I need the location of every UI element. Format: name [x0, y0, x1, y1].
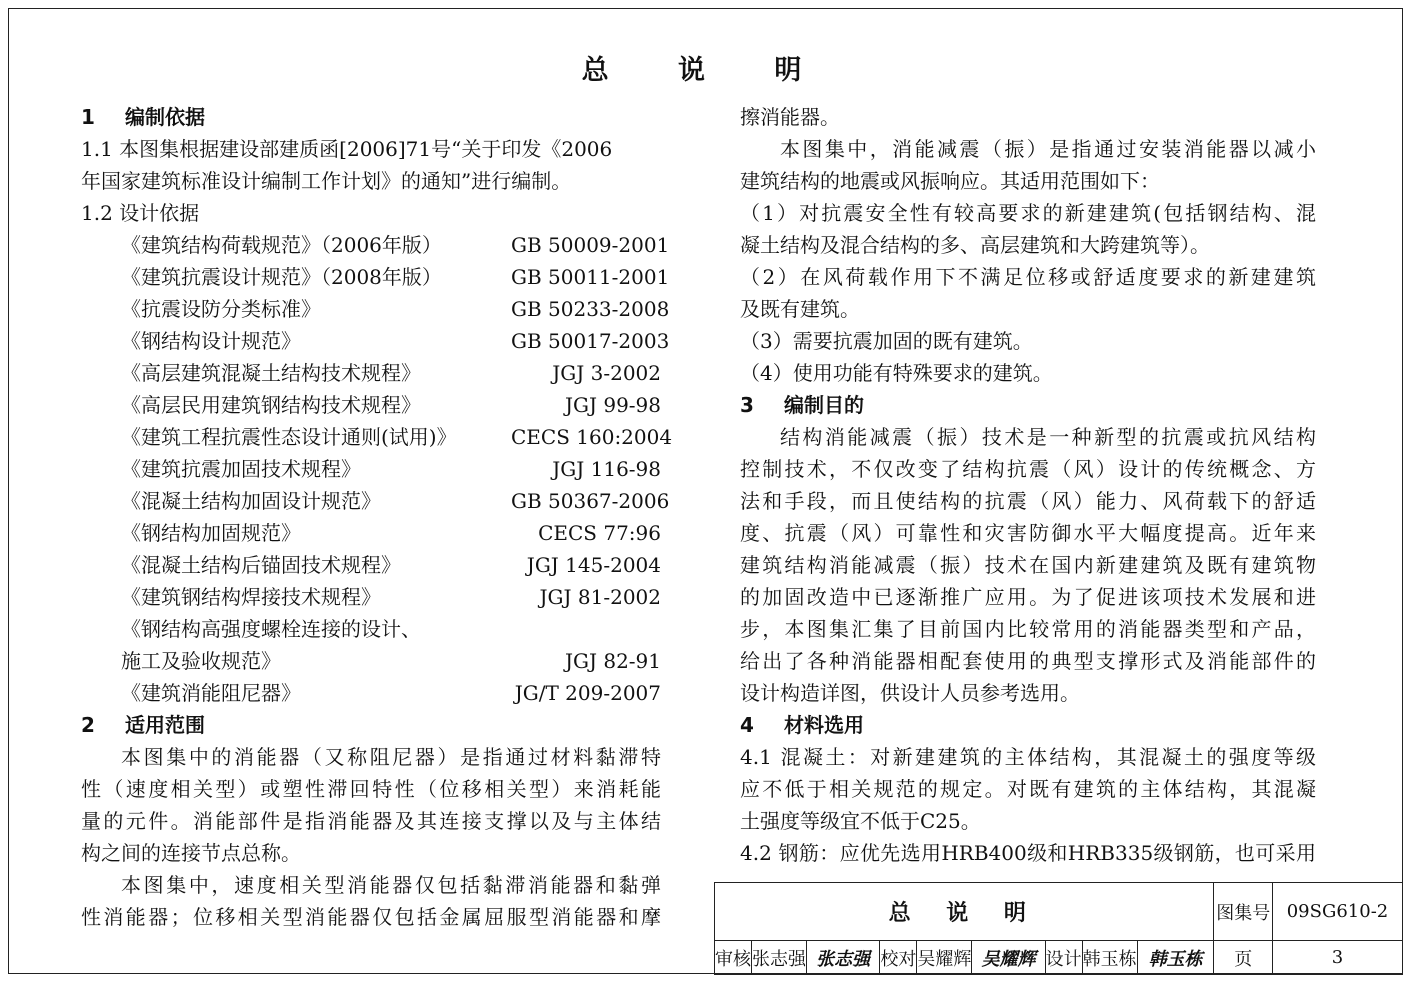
para-3-line: 控制技术，不仅改变了结构抗震（风）设计的传统概念、方	[740, 457, 1316, 481]
standard-row	[81, 677, 661, 709]
standard-code: JGJ 82-91	[564, 649, 661, 673]
title-block-title: 总 说 明	[715, 883, 1214, 941]
standard-code: JGJ 99-98	[564, 393, 661, 417]
para-4-2: 4.2 钢筋：应优先选用HRB400级和HRB335级钢筋，也可采用	[740, 841, 1316, 865]
para-2a-line: 性（速度相关型）或塑性滞回特性（位移相关型）来消耗能	[81, 777, 661, 801]
standard-row	[81, 581, 661, 613]
standard-name: 《建筑抗震设计规范》（2008年版）	[121, 265, 442, 289]
scope-item: （1）对抗震安全性有较高要求的新建建筑(包括钢结构、混	[740, 201, 1316, 225]
standard-code: CECS 77:96	[538, 521, 661, 545]
standard-code: JG/T 209-2007	[514, 681, 661, 705]
page-title: 总 说 明	[581, 55, 832, 86]
checker-signature: 吴耀辉	[972, 941, 1045, 975]
standard-code: GB 50009-2001	[511, 233, 670, 257]
scope-item: （4）使用功能有特殊要求的建筑。	[740, 361, 1053, 385]
section-1-heading: 1 编制依据	[81, 105, 205, 129]
para-2b-line: 本图集中，速度相关型消能器仅包括黏滞消能器和黏弹	[121, 873, 661, 897]
page-label: 页	[1214, 941, 1272, 975]
para-1-1-line: 年国家建筑标准设计编制工作计划》的通知”进行编制。	[81, 169, 572, 193]
standard-row	[81, 613, 661, 645]
standard-name: 《钢结构高强度螺栓连接的设计、	[121, 617, 421, 641]
standard-name: 《混凝土结构后锚固技术规程》	[121, 553, 401, 577]
standard-name: 《高层民用建筑钢结构技术规程》	[121, 393, 421, 417]
section-4-heading: 4 材料选用	[740, 713, 864, 737]
standard-row	[81, 453, 661, 485]
para-4-1-line: 应不低于相关规范的规定。对既有建筑的主体结构，其混凝	[740, 777, 1316, 801]
designer-name: 韩玉栋	[1082, 941, 1137, 975]
para-3-line: 建筑结构消能减震（振）技术在国内新建建筑及既有建筑物	[740, 553, 1316, 577]
para-1-2: 1.2 设计依据	[81, 201, 200, 225]
right-column	[740, 101, 1316, 869]
section-2-heading: 2 适用范围	[81, 713, 205, 737]
left-column	[81, 101, 673, 933]
standard-name: 《混凝土结构加固设计规范》	[121, 489, 381, 513]
para-4-1-line: 4.1 混凝土：对新建建筑的主体结构，其混凝土的强度等级	[740, 745, 1316, 769]
standard-row	[81, 293, 670, 325]
atlas-number: 09SG610-2	[1272, 883, 1402, 941]
standard-name: 《钢结构加固规范》	[121, 521, 301, 545]
atlas-number-label: 图集号	[1214, 883, 1272, 941]
page-number: 3	[1272, 941, 1402, 975]
standards-list	[81, 229, 673, 709]
standard-row	[81, 357, 661, 389]
standard-name: 《建筑结构荷载规范》（2006年版）	[121, 233, 442, 257]
para-4-1-line: 土强度等级宜不低于C25。	[740, 809, 981, 833]
standard-name: 《建筑消能阻尼器》	[121, 681, 301, 705]
standard-name: 《建筑工程抗震性态设计通则(试用)》	[121, 425, 457, 449]
check-label: 校对	[880, 941, 917, 975]
para-3-line: 的加固改造中已逐渐推广应用。为了促进该项技术发展和进	[740, 585, 1316, 609]
para-3-line: 设计构造详图，供设计人员参考选用。	[740, 681, 1080, 705]
standard-code: JGJ 3-2002	[552, 361, 661, 385]
standard-name: 《建筑钢结构焊接技术规程》	[121, 585, 381, 609]
standard-code: JGJ 116-98	[552, 457, 661, 481]
para-2b-line: 性消能器；位移相关型消能器仅包括金属屈服型消能器和摩	[81, 905, 661, 929]
para-3-line: 度、抗震（风）可靠性和灾害防御水平大幅度提高。近年来	[740, 521, 1316, 545]
para-3-line: 法和手段，而且使结构的抗震（风）能力、风荷载下的舒适	[740, 489, 1316, 513]
para-3-line: 步，本图集汇集了目前国内比较常用的消能器类型和产品，	[740, 617, 1316, 641]
reviewer-signature: 张志强	[807, 941, 880, 975]
standard-code: JGJ 81-2002	[539, 585, 661, 609]
standard-code	[511, 613, 661, 645]
para-1-1-line: 1.1 本图集根据建设部建质函[2006]71号“关于印发《2006	[81, 137, 613, 161]
standard-row	[81, 261, 670, 293]
para-2a-line: 本图集中的消能器（又称阻尼器）是指通过材料黏滞特	[121, 745, 661, 769]
standard-name: 《钢结构设计规范》	[121, 329, 301, 353]
para-2c-line: 建筑结构的地震或风振响应。其适用范围如下：	[740, 169, 1160, 193]
standard-row	[81, 421, 673, 453]
design-label: 设计	[1045, 941, 1082, 975]
checker-name: 吴耀辉	[917, 941, 972, 975]
scope-item: （2）在风荷载作用下不满足位移或舒适度要求的新建建筑	[740, 265, 1316, 289]
review-label: 审核	[715, 941, 752, 975]
scope-item: 凝土结构及混合结构的多、高层建筑和大跨建筑等）。	[740, 233, 1210, 257]
designer-signature: 韩玉栋	[1137, 941, 1214, 975]
title-block	[714, 882, 1403, 975]
scope-item: 及既有建筑。	[740, 297, 860, 321]
standard-code: GB 50233-2008	[511, 297, 670, 321]
para-3-line: 给出了各种消能器相配套使用的典型支撑形式及消能部件的	[740, 649, 1316, 673]
reviewer-name: 张志强	[752, 941, 807, 975]
standard-row	[81, 229, 670, 261]
standard-row	[81, 517, 661, 549]
standard-row	[81, 389, 661, 421]
standard-code: CECS 160:2004	[511, 425, 673, 449]
standard-name: 《抗震设防分类标准》	[121, 297, 321, 321]
standard-row	[81, 485, 670, 517]
standard-name: 《建筑抗震加固技术规程》	[121, 457, 361, 481]
standard-name: 《高层建筑混凝土结构技术规程》	[121, 361, 421, 385]
standard-code: GB 50367-2006	[511, 489, 670, 513]
standard-name: 施工及验收规范》	[121, 649, 281, 673]
standard-row	[81, 645, 661, 677]
para-2a-line: 构之间的连接节点总称。	[81, 841, 301, 865]
para-2c-line: 本图集中，消能减震（振）是指通过安装消能器以减小	[780, 137, 1316, 161]
section-3-heading: 3 编制目的	[740, 393, 864, 417]
standard-code: GB 50011-2001	[511, 265, 670, 289]
standard-code: GB 50017-2003	[511, 329, 670, 353]
standard-code: JGJ 145-2004	[526, 553, 661, 577]
continued-text: 擦消能器。	[740, 105, 840, 129]
standard-row	[81, 549, 661, 581]
standard-row	[81, 325, 670, 357]
scope-item: （3）需要抗震加固的既有建筑。	[740, 329, 1033, 353]
para-2a-line: 量的元件。消能部件是指消能器及其连接支撑以及与主体结	[81, 809, 661, 833]
para-3-line: 结构消能减震（振）技术是一种新型的抗震或抗风结构	[780, 425, 1316, 449]
